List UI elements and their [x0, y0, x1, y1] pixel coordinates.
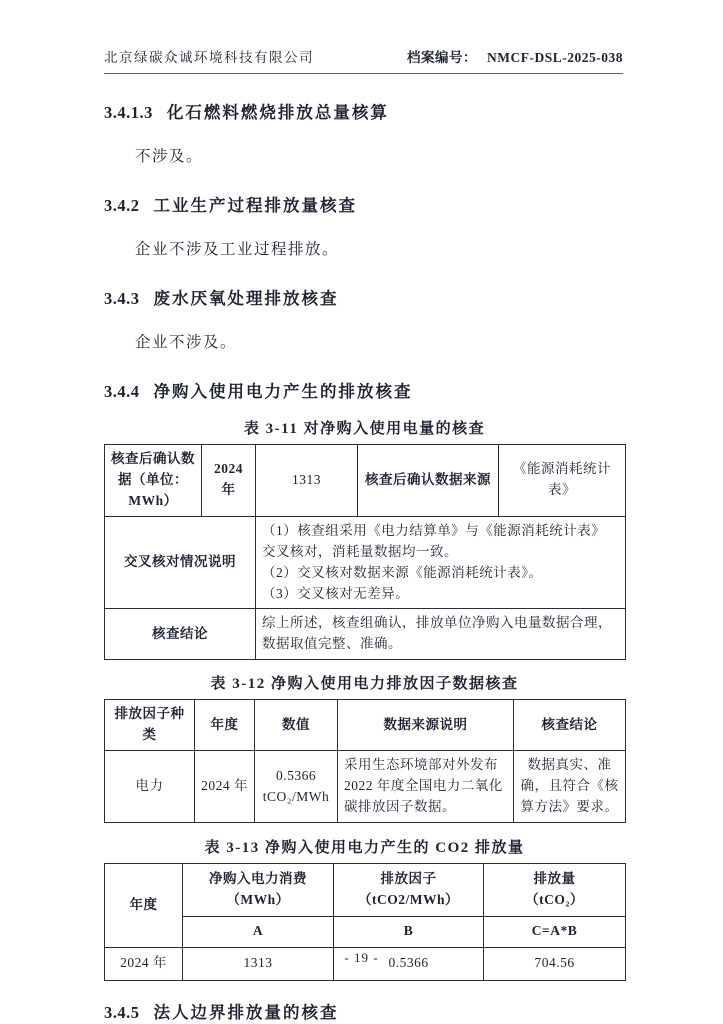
heading-title: 净购入使用电力产生的排放核查 [153, 382, 413, 401]
crosscheck-item-1: （1）核查组采用《电力结算单》与《能源消耗统计表》交叉核对，消耗量数据均一致。 [262, 522, 606, 559]
header-year: 年度 [105, 863, 183, 947]
table-row [105, 609, 626, 660]
cell-crosscheck-detail [256, 516, 626, 609]
header-label: 排放量 [533, 870, 576, 886]
heading-3-4-1-3 [104, 99, 625, 123]
company-name: 北京绿碳众诚环境科技有限公司 [104, 50, 314, 65]
table-3-13-caption: 表 3-13 净购入使用电力产生的 CO2 排放量 [204, 839, 525, 856]
table-3-11-caption: 表 3-11 对净购入使用电量的核查 [243, 421, 486, 437]
heading-title: 法人边界排放量的核查 [153, 1002, 339, 1022]
table-row [105, 751, 626, 823]
cell-year: 2024 年 [105, 947, 183, 980]
cell-conclusion-text: 综上所述，核查组确认，排放单位净购入电量数据合理，数据取值完整、准确。 [256, 609, 626, 660]
cell-data-source-label: 核查后确认数据来源 [358, 445, 499, 517]
cell-electricity-value: 1313 [256, 445, 358, 517]
table-row [105, 445, 626, 517]
heading-3-4-2 [104, 192, 625, 216]
cell-conclusion-label: 核查结论 [105, 609, 256, 660]
cell-conclusion-text: 数据真实、准确，且符合《核算方法》要求。 [514, 751, 626, 823]
heading-3-4-4 [104, 378, 625, 402]
heading-title: 废水厌氧处理排放核查 [153, 289, 339, 308]
heading-title: 工业生产过程排放量核查 [153, 196, 357, 215]
cell-emission: 704.56 [484, 947, 626, 980]
cell-factor-value [255, 751, 338, 823]
paragraph: 不涉及。 [135, 148, 204, 165]
table-3-12-caption: 表 3-12 净购入使用电力排放因子数据核查 [210, 676, 519, 693]
cell-source-text: 采用生态环境部对外发布 2022 年度全国电力二氧化碳排放因子数据。 [338, 751, 514, 823]
archive-number-label: 档案编号： [407, 50, 477, 65]
factor-value-unit: tCO₂/MWh [262, 788, 330, 804]
heading-number: 3.4.2 [104, 196, 140, 215]
subheader-b: B [334, 916, 484, 947]
table-header-row [105, 700, 626, 751]
archive-number [407, 46, 623, 66]
heading-3-4-3 [104, 285, 625, 309]
cell-data-source-value: 《能源消耗统计表》 [499, 445, 626, 517]
cell-year: 2024 年 [195, 751, 255, 823]
factor-value-number: 0.5366 [275, 767, 317, 783]
archive-number-value: NMCF-DSL-2025-038 [487, 50, 623, 65]
header-unit: （MWh） [226, 891, 290, 907]
subheader-c: C=A*B [484, 916, 626, 947]
heading-number: 3.4.3 [104, 289, 140, 308]
cell-consumption: 1313 [183, 947, 334, 980]
table-3-11 [104, 444, 626, 660]
header-unit: （tCO2/MWh） [358, 891, 459, 907]
header-label: 净购入电力消费 [209, 870, 307, 886]
crosscheck-item-2: （2）交叉核对数据来源《能源消耗统计表》。 [262, 564, 543, 580]
heading-3-4-5 [104, 999, 625, 1023]
table-row [105, 516, 626, 609]
heading-number: 3.4.5 [104, 1002, 140, 1022]
subheader-a: A [183, 916, 334, 947]
page-number: - 19 - [344, 950, 379, 965]
table-header-row [105, 863, 626, 916]
cell-factor: 0.5366 [334, 947, 484, 980]
heading-title: 化石燃料燃烧排放总量核算 [166, 103, 389, 122]
header-factor [334, 863, 484, 916]
header-consumption [183, 863, 334, 916]
header-unit: （tCO₂） [525, 891, 584, 907]
header-factor-type: 排放因子种类 [105, 700, 195, 751]
cell-confirmed-data-label: 核查后确认数据（单位：MWh） [105, 445, 202, 517]
heading-number: 3.4.1.3 [104, 103, 153, 122]
table-subheader-row [105, 916, 626, 947]
crosscheck-item-3: （3）交叉核对无差异。 [262, 585, 410, 601]
cell-factor-type: 电力 [105, 751, 195, 823]
header-value: 数值 [255, 700, 338, 751]
header-emission [484, 863, 626, 916]
document-content [104, 99, 625, 1023]
paragraph: 企业不涉及。 [135, 334, 238, 351]
header-source: 数据来源说明 [338, 700, 514, 751]
cell-crosscheck-label: 交叉核对情况说明 [105, 516, 256, 609]
heading-number: 3.4.4 [104, 382, 140, 401]
cell-year: 2024 年 [202, 445, 256, 517]
page-header [104, 46, 623, 74]
header-year: 年度 [195, 700, 255, 751]
table-3-12 [104, 699, 626, 823]
header-label: 排放因子 [380, 870, 437, 886]
header-conclusion: 核查结论 [514, 700, 626, 751]
paragraph: 企业不涉及工业过程排放。 [135, 241, 340, 258]
